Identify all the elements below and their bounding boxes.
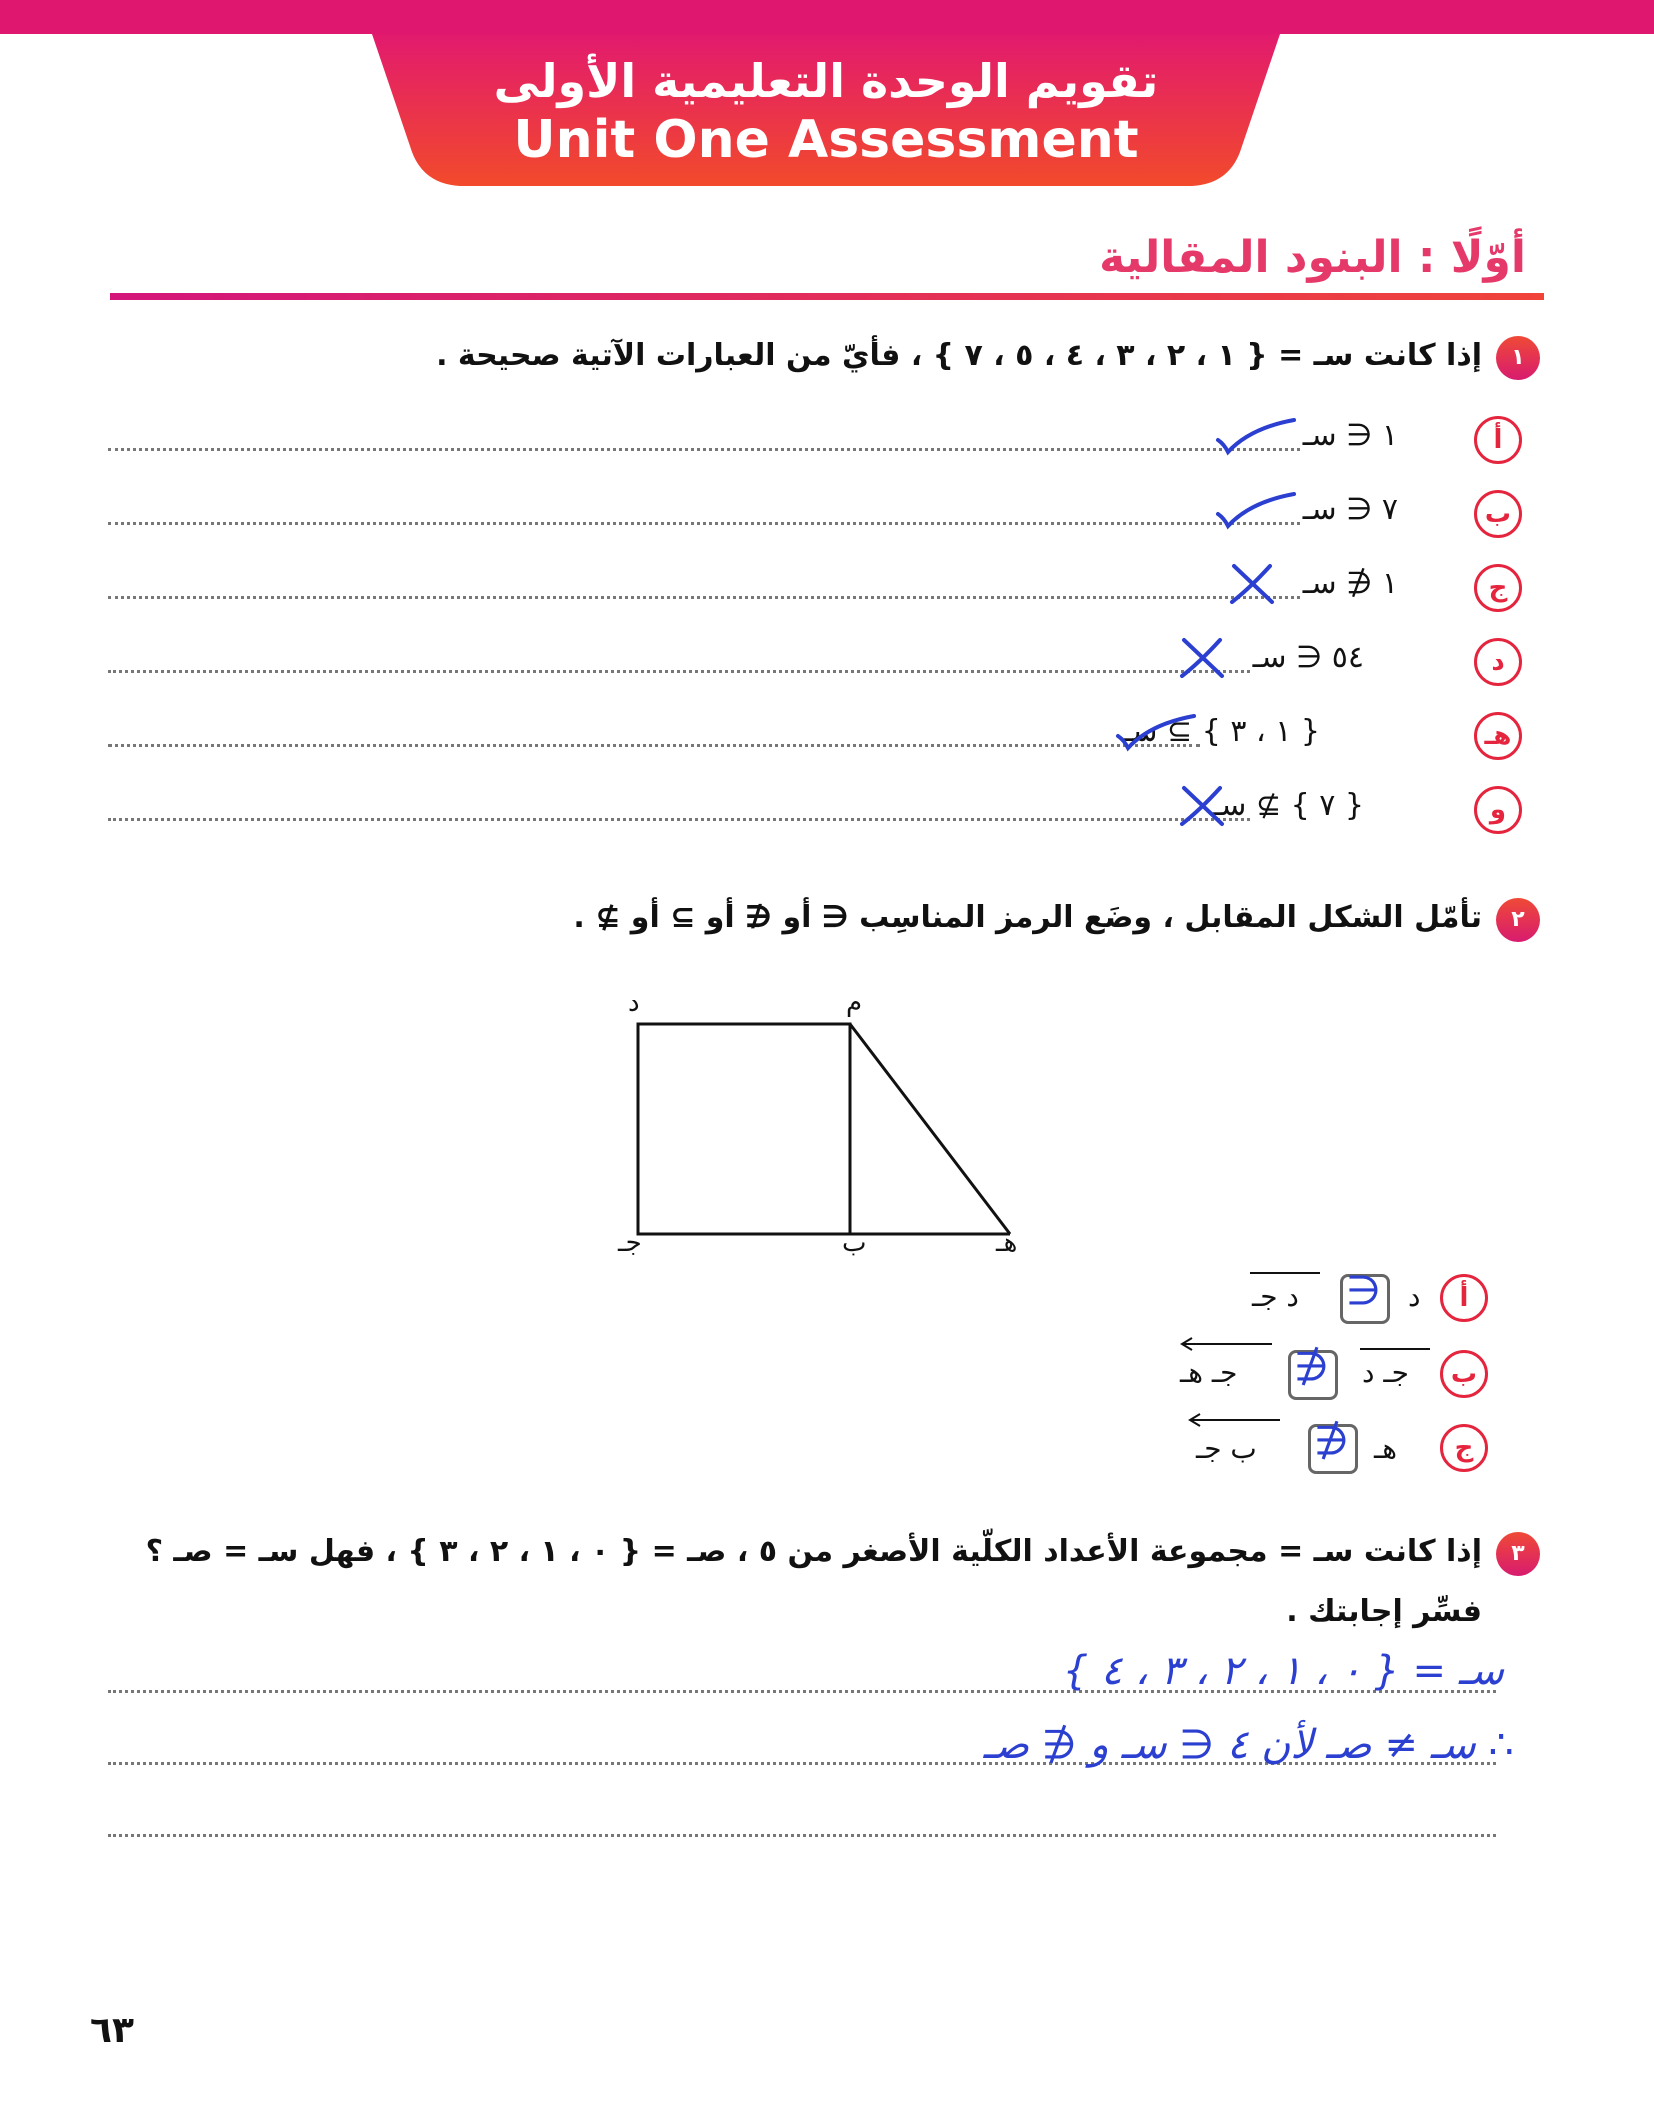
q2-item-a-letter: أ [1440, 1274, 1488, 1322]
cross-mark-icon [1160, 780, 1250, 830]
check-mark-icon [1210, 484, 1300, 534]
vertex-label-top-right: م [846, 988, 863, 1018]
q1-item-letter: ب [1474, 490, 1522, 538]
q1-item-statement: ٥٤ ∈ سـ [1252, 640, 1364, 675]
question-2-number: ٢ [1496, 898, 1540, 942]
q2-item-c-right: ب جـ [1196, 1432, 1257, 1465]
check-mark-icon [1110, 706, 1200, 756]
cross-mark-icon [1160, 632, 1250, 682]
header-tab [372, 34, 1280, 188]
vertex-label-bottom-mid: ب [842, 1228, 867, 1258]
q2-item-b-segment-bar [1360, 1348, 1430, 1350]
q2-item-b-left: جـ د [1362, 1356, 1409, 1389]
q1-item-answer-line[interactable] [108, 818, 1250, 821]
q1-item-letter: و [1474, 786, 1522, 834]
q2-item-b-answer: ∉ [1294, 1344, 1329, 1390]
question-3-text-line2: فسِّر إجابتك . [1286, 1594, 1482, 1629]
check-mark-icon [1210, 410, 1300, 460]
vertex-label-bottom-left: جـ [618, 1228, 642, 1258]
question-3-number: ٣ [1496, 1532, 1540, 1576]
page-number: ٦٣ [90, 2010, 134, 2051]
q1-item-statement: ١ ∉ سـ [1302, 566, 1398, 601]
q2-item-a-left: د [1408, 1280, 1421, 1313]
q2-item-c-ray-arrow [1184, 1412, 1284, 1428]
vertex-label-top-left: د [628, 988, 640, 1018]
question-1-text: إذا كانت سـ = { ١ ، ٢ ، ٣ ، ٤ ، ٥ ، ٧ } ، فأيّ من العبارات الآتية صحيحة . [436, 338, 1482, 373]
q1-item-answer-line[interactable] [108, 670, 1250, 673]
question-2-text: تأمّل الشكل المقابل ، وضَع الرمز المناسِب ∈ أو ∉ أو ⊇ أو ⊉ . [573, 900, 1482, 935]
q2-item-c-letter: ج [1440, 1424, 1488, 1472]
q2-item-a-answer: ∈ [1346, 1268, 1381, 1314]
handwritten-answer-line1: سـ = { ٠ ، ١ ، ٢ ، ٣ ، ٤ } [1062, 1648, 1504, 1694]
title-english: Unit One Assessment [513, 110, 1139, 170]
cross-mark-icon [1210, 558, 1300, 608]
answer-line-3[interactable] [108, 1834, 1496, 1837]
q1-item-letter: د [1474, 638, 1522, 686]
section-title: أوّلًا : البنود المقالية [1099, 232, 1526, 283]
q1-item-statement: { ٧ } ⊉ سـ [1212, 788, 1364, 823]
q1-item-letter: هـ [1474, 712, 1522, 760]
q1-item-statement: ١ ∈ سـ [1302, 418, 1398, 453]
square-triangle-shape [600, 990, 1060, 1280]
q2-item-b-letter: ب [1440, 1350, 1488, 1398]
geometry-figure [600, 990, 1060, 1284]
q2-item-b-ray-arrow [1176, 1336, 1276, 1352]
q1-item-statement: ٧ ∈ سـ [1302, 492, 1398, 527]
q1-item-letter: ج [1474, 564, 1522, 612]
handwritten-answer-line2: ∴ سـ ≠ صـ لأن ٤ ∈ سـ و ∉ صـ [983, 1722, 1514, 1768]
q1-item-answer-line[interactable] [108, 522, 1300, 525]
q2-item-c-answer: ∉ [1314, 1418, 1349, 1464]
top-bar [0, 0, 1654, 34]
title-arabic: تقويم الوحدة التعليمية الأولى [493, 54, 1159, 108]
vertex-label-bottom-right: هـ [996, 1228, 1018, 1258]
q2-item-c-left: هـ [1374, 1432, 1397, 1465]
q1-item-statement: { ١ ، ٣ } ⊇ سـ [1123, 714, 1320, 749]
q1-item-answer-line[interactable] [108, 448, 1300, 451]
q2-item-a-right: د جـ [1252, 1280, 1299, 1313]
section-divider [110, 293, 1544, 300]
q2-item-b-right: جـ هـ [1180, 1356, 1238, 1389]
question-3-text-line1: إذا كانت سـ = مجموعة الأعداد الكلّية الأصغر من ٥ ، صـ = { ٠ ، ١ ، ٢ ، ٣ } ، فهل سـ = صـ ؟ [145, 1534, 1482, 1569]
question-1-number: ١ [1496, 336, 1540, 380]
q1-item-letter: أ [1474, 416, 1522, 464]
q2-item-a-segment-bar [1250, 1272, 1320, 1274]
q1-item-answer-line[interactable] [108, 596, 1300, 599]
q1-item-answer-line[interactable] [108, 744, 1200, 747]
